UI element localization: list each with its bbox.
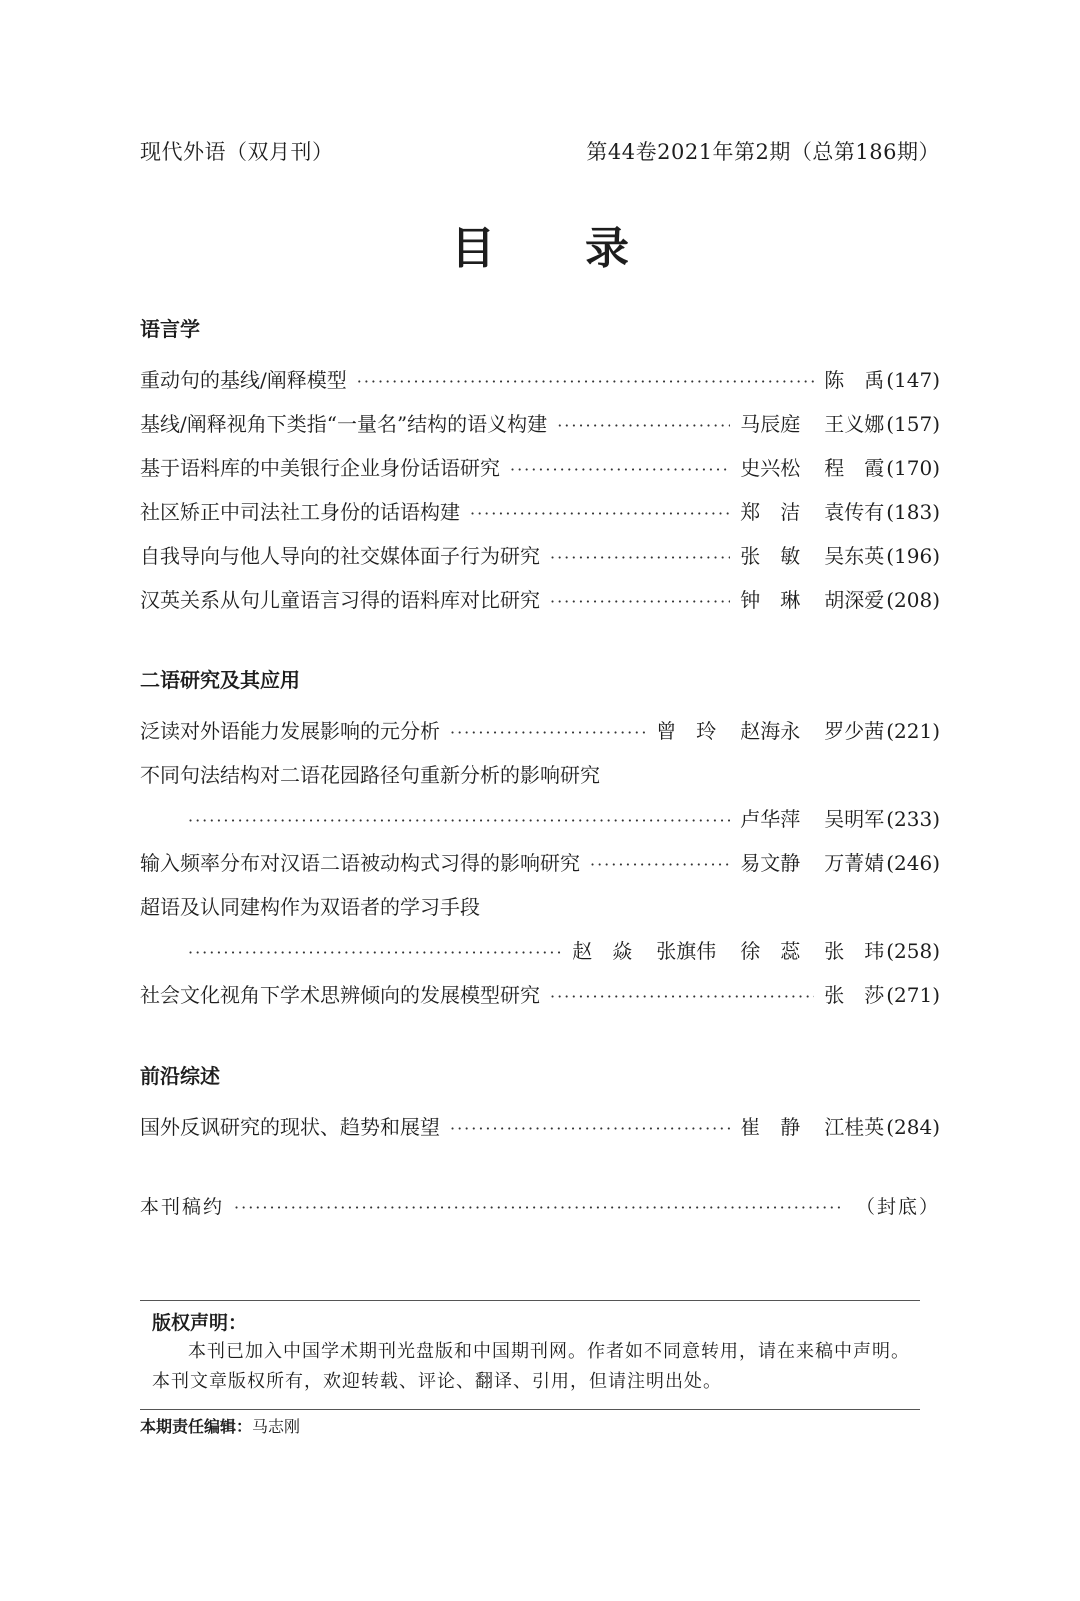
- section-second-language: [140, 665, 940, 1017]
- entry-page: (284): [886, 1115, 940, 1139]
- author: 史兴松: [740, 456, 801, 480]
- author: 郑 洁: [740, 500, 801, 524]
- entry-authors: [824, 973, 884, 1017]
- leader-dots: [470, 492, 730, 536]
- author: 卢华萍: [740, 807, 801, 831]
- entry-page: (170): [886, 456, 940, 480]
- author: 程 霞: [824, 456, 885, 480]
- toc-entry[interactable]: [140, 534, 940, 578]
- journal-name: 现代外语（双月刊）: [140, 140, 334, 164]
- author: 胡深爱: [824, 588, 885, 612]
- toc-entry[interactable]: [140, 1105, 940, 1149]
- entry-authors: [824, 358, 884, 402]
- entry-page: (258): [886, 939, 940, 963]
- toc-entry[interactable]: [140, 578, 940, 622]
- leader-dots: [188, 931, 562, 975]
- entry-authors: [740, 578, 884, 622]
- toc-entry[interactable]: [140, 358, 940, 402]
- leader-dots: [550, 580, 730, 624]
- copyright-heading: 版权声明：: [152, 1312, 248, 1334]
- toc-entry[interactable]: [140, 402, 940, 446]
- section-heading: 二语研究及其应用: [140, 668, 300, 692]
- entry-title: 泛读对外语能力发展影响的元分析: [140, 719, 440, 743]
- section-frontier-review: [140, 1061, 940, 1149]
- entry-title: 国外反讽研究的现状、趋势和展望: [140, 1115, 440, 1139]
- author: 罗少茜: [824, 719, 885, 743]
- leader-dots: [550, 975, 814, 1019]
- entry-title: 输入频率分布对汉语二语被动构式习得的影响研究: [140, 851, 580, 875]
- issue-info: 第44卷2021年第2期（总第186期）: [586, 140, 940, 164]
- entry-title: 自我导向与他人导向的社交媒体面子行为研究: [140, 544, 540, 568]
- leader-dots: [450, 711, 646, 755]
- leader-dots: [510, 448, 730, 492]
- author: 万菁婧: [824, 851, 885, 875]
- leader-dots: [550, 536, 730, 580]
- author: 马辰庭: [740, 412, 801, 436]
- entry-authors: [740, 841, 884, 885]
- submission-notice-entry[interactable]: [140, 1190, 940, 1224]
- entry-page: (157): [886, 412, 940, 436]
- author: 赵海永: [740, 719, 801, 743]
- entry-page: (208): [886, 588, 940, 612]
- author: 张 莎: [824, 983, 885, 1007]
- toc-entry[interactable]: [140, 973, 940, 1017]
- entry-authors: [572, 929, 884, 973]
- author: 张 玮: [824, 939, 885, 963]
- section-heading: 语言学: [140, 317, 200, 341]
- entry-page: (147): [886, 368, 940, 392]
- entry-title: 重动句的基线/阐释模型: [140, 368, 347, 392]
- entry-authors: [740, 490, 884, 534]
- author: 钟 琳: [740, 588, 801, 612]
- editor-label: 本期责任编辑：: [140, 1417, 253, 1436]
- entry-authors: [740, 534, 884, 578]
- author: 赵 焱: [572, 939, 633, 963]
- title-char-2: 录: [585, 223, 629, 274]
- author: 张旗伟: [656, 939, 717, 963]
- leader-dots: [188, 799, 730, 843]
- author: 袁传有: [824, 500, 885, 524]
- entry-authors: [740, 1105, 884, 1149]
- leader-dots: [590, 843, 730, 887]
- entry-title: 不同句法结构对二语花园路径句重新分析的影响研究: [140, 763, 600, 787]
- responsible-editor: [140, 1414, 300, 1440]
- entry-page: (221): [886, 719, 940, 743]
- entry-title: 超语及认同建构作为双语者的学习手段: [140, 895, 480, 919]
- toc-entry[interactable]: [140, 446, 940, 490]
- entry-title: 汉英关系从句儿童语言习得的语料库对比研究: [140, 588, 540, 612]
- entry-authors: [740, 446, 884, 490]
- leader-dots: [450, 1107, 730, 1151]
- entry-page: (271): [886, 983, 940, 1007]
- author: 崔 静: [740, 1115, 801, 1139]
- page-header: [140, 136, 940, 166]
- entry-page: (183): [886, 500, 940, 524]
- author: 吴东英: [824, 544, 885, 568]
- entry-title: 基于语料库的中美银行企业身份话语研究: [140, 456, 500, 480]
- entry-page: (233): [886, 807, 940, 831]
- notice-title: 本刊稿约: [140, 1196, 225, 1218]
- toc-entry[interactable]: [140, 841, 940, 885]
- author: 王义娜: [824, 412, 885, 436]
- author: 曾 玲: [656, 719, 717, 743]
- entry-authors: [656, 709, 884, 753]
- entry-title: 社会文化视角下学术思辨倾向的发展模型研究: [140, 983, 540, 1007]
- leader-dots: [234, 1191, 844, 1225]
- leader-dots: [357, 360, 814, 404]
- page-title: [0, 212, 1080, 276]
- author: 吴明军: [824, 807, 885, 831]
- copyright-text: 本刊已加入中国学术期刊光盘版和中国期刊网。作者如不同意转用，请在来稿中声明。本刊文章版权所有，欢迎转载、评论、翻译、引用，但请注明出处。: [152, 1341, 910, 1392]
- entry-page: (196): [886, 544, 940, 568]
- author: 徐 蕊: [740, 939, 801, 963]
- toc-entry[interactable]: [140, 709, 940, 753]
- toc-entry[interactable]: [140, 490, 940, 534]
- entry-authors: [740, 402, 884, 446]
- title-char-1: 目: [451, 223, 495, 274]
- toc-entry[interactable]: [140, 753, 940, 841]
- notice-page: （封底）: [855, 1196, 940, 1218]
- toc-entry[interactable]: [140, 885, 940, 973]
- editor-name: 马志刚: [252, 1417, 301, 1436]
- entry-title: 社区矫正中司法社工身份的话语构建: [140, 500, 460, 524]
- author: 易文静: [740, 851, 801, 875]
- author: 陈 禹: [824, 368, 885, 392]
- section-linguistics: [140, 314, 940, 622]
- section-heading: 前沿综述: [140, 1064, 220, 1088]
- copyright-notice: [140, 1300, 920, 1410]
- leader-dots: [557, 404, 730, 448]
- author: 张 敏: [740, 544, 801, 568]
- entry-page: (246): [886, 851, 940, 875]
- entry-authors: [740, 797, 884, 841]
- entry-title: 基线/阐释视角下类指“一量名”结构的语义构建: [140, 412, 548, 436]
- author: 江桂英: [824, 1115, 885, 1139]
